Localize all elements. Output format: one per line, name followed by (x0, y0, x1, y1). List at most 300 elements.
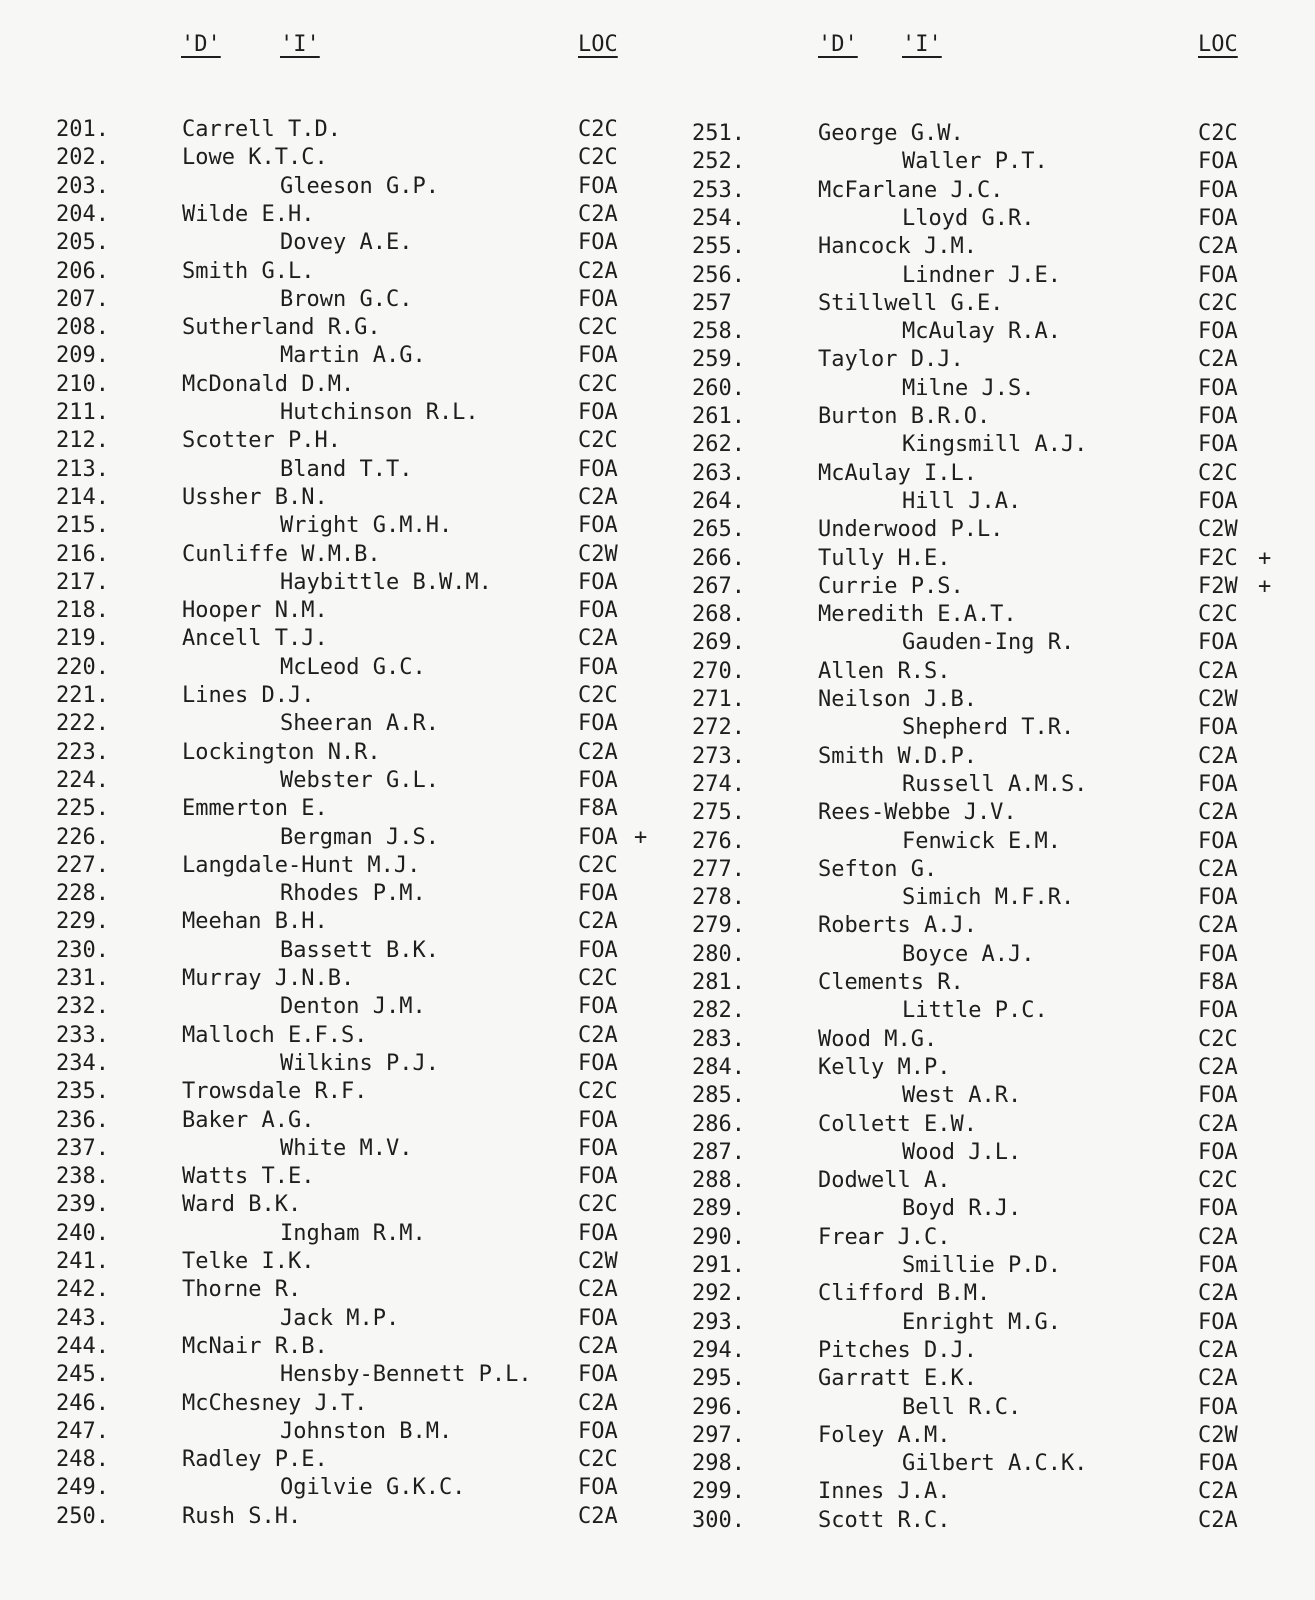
location-code: C2A (578, 1333, 618, 1359)
member-name: Hill J.A. (902, 488, 1022, 514)
location-code: C2C (1198, 460, 1238, 486)
location-code: FOA (1198, 1139, 1238, 1165)
member-name: Fenwick E.M. (902, 828, 1061, 854)
member-name: Innes J.A. (818, 1479, 951, 1505)
entry-number: 268. (692, 602, 745, 628)
entry-number: 203. (56, 173, 109, 199)
roster-row (56, 286, 656, 314)
roster-row (56, 993, 656, 1021)
location-code: C2C (578, 966, 618, 991)
roster-row (692, 403, 1292, 431)
entry-number: 211. (56, 400, 109, 425)
roster-row (692, 1195, 1292, 1223)
member-name: Bergman J.S. (280, 824, 439, 850)
entry-number: 237. (56, 1135, 109, 1161)
location-code: FOA (1198, 1394, 1238, 1420)
roster-row (56, 116, 656, 144)
entry-number: 292. (692, 1281, 745, 1307)
member-name: McNair R.B. (182, 1333, 328, 1359)
roster-row (692, 431, 1292, 459)
entry-number: 231. (56, 966, 109, 991)
location-code: F2W (1198, 573, 1238, 599)
member-name: Wilkins P.J. (280, 1050, 439, 1076)
entry-number: 264. (692, 488, 745, 514)
roster-row (56, 1305, 656, 1333)
member-name: Johnston B.M. (280, 1418, 453, 1444)
roster-row (56, 824, 656, 852)
location-code: FOA (578, 1220, 618, 1246)
roster-row (56, 1163, 656, 1191)
entry-number: 204. (56, 201, 109, 227)
entry-number: 238. (56, 1164, 109, 1190)
roster-row (56, 767, 656, 795)
location-code: FOA (578, 767, 618, 793)
roster-row (692, 1111, 1292, 1139)
member-name: Wilde E.H. (182, 201, 315, 227)
member-name: Smillie P.D. (902, 1253, 1061, 1278)
entry-number: 223. (56, 739, 109, 765)
roster-row (692, 771, 1292, 799)
plus-mark: + (1258, 573, 1272, 599)
entry-number: 289. (692, 1196, 745, 1222)
entry-number: 219. (56, 626, 109, 652)
location-code: C2C (1198, 121, 1238, 146)
location-code: F2C (1198, 545, 1238, 571)
location-code: FOA (1198, 404, 1238, 429)
location-code: C2A (578, 739, 618, 765)
member-name: McAulay I.L. (818, 460, 977, 486)
member-name: Scott R.C. (818, 1507, 951, 1533)
member-name: Bland T.T. (280, 456, 413, 482)
location-code: C2A (1198, 913, 1238, 939)
location-code: C2C (578, 428, 618, 454)
member-name: Haybittle B.W.M. (280, 569, 492, 595)
member-name: McDonald D.M. (182, 371, 355, 397)
roster-row (56, 314, 656, 342)
entry-number: 283. (692, 1026, 745, 1052)
roster-row (56, 456, 656, 484)
entry-number: 254. (692, 205, 745, 231)
member-name: McLeod G.C. (280, 654, 426, 680)
member-name: Hancock J.M. (818, 234, 977, 260)
entry-number: 248. (56, 1447, 109, 1473)
entry-number: 266. (692, 545, 745, 571)
entry-number: 274. (692, 771, 745, 797)
location-code: FOA (1198, 375, 1238, 401)
entry-number: 234. (56, 1050, 109, 1076)
member-name: Lockington N.R. (182, 739, 381, 765)
member-name: Rush S.H. (182, 1503, 302, 1529)
roster-row (56, 795, 656, 823)
entry-number: 278. (692, 885, 745, 911)
location-code: FOA (1198, 1196, 1238, 1222)
member-name: Sutherland R.G. (182, 315, 381, 341)
location-code: C2A (1198, 234, 1238, 260)
member-name: Brown G.C. (280, 286, 413, 312)
member-name: Sefton G. (818, 856, 938, 882)
entry-number: 257 (692, 290, 732, 316)
roster-row (692, 1252, 1292, 1280)
member-name: Bell R.C. (902, 1394, 1022, 1420)
entry-number: 265. (692, 517, 745, 543)
member-name: McChesney J.T. (182, 1390, 368, 1416)
member-name: Bassett B.K. (280, 937, 439, 963)
roster-row (56, 229, 656, 257)
location-code: C2W (1198, 687, 1238, 712)
entry-number: 217. (56, 569, 109, 595)
location-code: FOA (578, 513, 618, 539)
entry-number: 215. (56, 513, 109, 539)
roster-row (692, 233, 1292, 261)
location-code: C2A (578, 1022, 618, 1048)
header-d-left: 'D' (181, 32, 221, 57)
roster-row (692, 460, 1292, 488)
roster-row (692, 601, 1292, 629)
member-name: Garratt E.K. (818, 1366, 977, 1392)
entry-number: 240. (56, 1220, 109, 1246)
location-code: FOA (1198, 432, 1238, 458)
location-code: C2A (1198, 1366, 1238, 1392)
roster-row (56, 1050, 656, 1078)
member-name: Burton B.R.O. (818, 404, 991, 429)
roster-row (56, 399, 656, 427)
member-name: Clements R. (818, 970, 964, 995)
entry-number: 275. (692, 800, 745, 826)
entry-number: 247. (56, 1418, 109, 1444)
entry-number: 239. (56, 1192, 109, 1218)
entry-number: 210. (56, 371, 109, 397)
location-code: FOA (578, 400, 618, 425)
entry-number: 221. (56, 683, 109, 708)
entry-number: 207. (56, 286, 109, 312)
location-code: FOA (578, 286, 618, 312)
location-code: C2C (578, 145, 618, 171)
member-name: Russell A.M.S. (902, 771, 1088, 797)
location-code: C2A (1198, 1507, 1238, 1533)
entry-number: 259. (692, 347, 745, 373)
entry-number: 243. (56, 1305, 109, 1331)
entry-number: 285. (692, 1083, 745, 1109)
location-code: FOA (1198, 998, 1238, 1024)
roster-row (56, 541, 656, 569)
location-code: FOA (1198, 1083, 1238, 1109)
roster-row (56, 569, 656, 597)
roster-row (692, 1026, 1292, 1054)
location-code: FOA (578, 654, 618, 680)
member-name: Underwood P.L. (818, 517, 1004, 543)
roster-row (692, 120, 1292, 148)
entry-number: 228. (56, 881, 109, 907)
location-code: FOA (1198, 319, 1238, 345)
member-name: Langdale-Hunt M.J. (182, 852, 421, 878)
roster-row (692, 1507, 1292, 1535)
member-name: Hensby-Bennett P.L. (280, 1362, 532, 1388)
roster-row (692, 290, 1292, 318)
location-code: C2W (578, 1249, 618, 1274)
roster-row (56, 173, 656, 201)
entry-number: 235. (56, 1079, 109, 1105)
location-code: FOA (578, 1050, 618, 1076)
entry-number: 288. (692, 1168, 745, 1194)
location-code: FOA (578, 1362, 618, 1388)
roster-row (692, 262, 1292, 290)
roster-row (692, 545, 1292, 573)
entry-number: 297. (692, 1422, 745, 1448)
member-name: Pitches D.J. (818, 1337, 977, 1363)
member-name: Lowe K.T.C. (182, 145, 328, 171)
entry-number: 282. (692, 998, 745, 1024)
member-name: McAulay R.A. (902, 319, 1061, 345)
member-name: Ussher B.N. (182, 484, 328, 510)
location-code: F8A (1198, 970, 1238, 995)
member-name: Carrell T.D. (182, 117, 341, 142)
location-code: C2A (1198, 658, 1238, 684)
location-code: C2C (578, 371, 618, 397)
member-name: Radley P.E. (182, 1447, 328, 1473)
entry-number: 214. (56, 484, 109, 510)
roster-row (56, 201, 656, 229)
location-code: C2C (578, 1079, 618, 1105)
entry-number: 216. (56, 541, 109, 567)
roster-row (56, 1135, 656, 1163)
roster-row (56, 258, 656, 286)
entry-number: 201. (56, 117, 109, 142)
header-loc-right: LOC (1198, 32, 1238, 57)
location-code: FOA (578, 456, 618, 482)
entry-number: 226. (56, 824, 109, 850)
location-code: FOA (1198, 262, 1238, 288)
member-name: Dovey A.E. (280, 230, 413, 256)
roster-row (692, 1478, 1292, 1506)
roster-row (692, 1450, 1292, 1478)
member-name: Kelly M.P. (818, 1054, 951, 1080)
member-name: Ogilvie G.K.C. (280, 1475, 466, 1501)
location-code: C2A (1198, 347, 1238, 373)
roster-row (56, 625, 656, 653)
entry-number: 244. (56, 1333, 109, 1359)
roster-row (692, 1422, 1292, 1450)
entry-number: 267. (692, 573, 745, 599)
location-code: C2C (578, 852, 618, 878)
location-code: C2A (578, 258, 618, 284)
location-code: FOA (1198, 1309, 1238, 1335)
entry-number: 224. (56, 767, 109, 793)
roster-row (692, 912, 1292, 940)
member-name: Boyce A.J. (902, 941, 1035, 967)
member-name: Allen R.S. (818, 658, 951, 684)
entry-number: 286. (692, 1111, 745, 1137)
roster-row (692, 714, 1292, 742)
entry-number: 271. (692, 687, 745, 712)
member-name: Baker A.G. (182, 1107, 315, 1133)
location-code: C2C (578, 315, 618, 341)
roster-row (56, 597, 656, 625)
roster-row (56, 1474, 656, 1502)
location-code: FOA (578, 173, 618, 199)
roster-row (692, 743, 1292, 771)
location-code: C2C (1198, 602, 1238, 628)
member-name: Sheeran A.R. (280, 711, 439, 737)
member-name: Watts T.E. (182, 1164, 315, 1190)
entry-number: 262. (692, 432, 745, 458)
member-name: Scotter P.H. (182, 428, 341, 454)
roster-row (56, 1248, 656, 1276)
location-code: FOA (578, 343, 618, 369)
roster-row (692, 799, 1292, 827)
member-name: Dodwell A. (818, 1168, 951, 1194)
location-code: FOA (578, 881, 618, 907)
member-name: Hutchinson R.L. (280, 400, 479, 425)
member-name: Milne J.S. (902, 375, 1035, 401)
location-code: FOA (578, 569, 618, 595)
member-name: Kingsmill A.J. (902, 432, 1088, 458)
location-code: FOA (1198, 149, 1238, 175)
roster-row (56, 1276, 656, 1304)
location-code: C2A (578, 1277, 618, 1303)
header-loc-left: LOC (578, 32, 618, 57)
location-code: C2A (578, 1390, 618, 1416)
member-name: Emmerton E. (182, 796, 328, 822)
header-d-right: 'D' (818, 32, 858, 57)
entry-number: 222. (56, 711, 109, 737)
roster-row (692, 1224, 1292, 1252)
roster-row (56, 342, 656, 370)
member-name: White M.V. (280, 1135, 413, 1161)
location-code: C2C (578, 1192, 618, 1218)
roster-row (692, 516, 1292, 544)
entry-number: 280. (692, 941, 745, 967)
entry-number: 206. (56, 258, 109, 284)
location-code: C2A (1198, 1479, 1238, 1505)
member-name: Tully H.E. (818, 545, 951, 571)
entry-number: 255. (692, 234, 745, 260)
member-name: Shepherd T.R. (902, 715, 1075, 741)
entry-number: 242. (56, 1277, 109, 1303)
entry-number: 294. (692, 1337, 745, 1363)
entry-number: 225. (56, 796, 109, 822)
location-code: C2A (1198, 1054, 1238, 1080)
entry-number: 287. (692, 1139, 745, 1165)
member-name: Smith W.D.P. (818, 743, 977, 769)
entry-number: 263. (692, 460, 745, 486)
plus-mark: + (634, 824, 648, 850)
entry-number: 213. (56, 456, 109, 482)
entry-number: 277. (692, 856, 745, 882)
location-code: FOA (578, 598, 618, 624)
location-code: FOA (578, 994, 618, 1020)
member-name: Ingham R.M. (280, 1220, 426, 1246)
location-code: FOA (1198, 1451, 1238, 1477)
entry-number: 253. (692, 177, 745, 203)
member-name: Meredith E.A.T. (818, 602, 1017, 628)
entry-number: 269. (692, 630, 745, 656)
location-code: C2A (578, 909, 618, 935)
roster-row (692, 1167, 1292, 1195)
member-name: Ward B.K. (182, 1192, 302, 1218)
location-code: FOA (1198, 205, 1238, 231)
entry-number: 261. (692, 404, 745, 429)
header-i-left: 'I' (280, 32, 320, 57)
roster-row (692, 1365, 1292, 1393)
entry-number: 260. (692, 375, 745, 401)
roster-row (56, 965, 656, 993)
member-name: Stillwell G.E. (818, 290, 1004, 316)
member-name: Lindner J.E. (902, 262, 1061, 288)
roster-row (56, 880, 656, 908)
roster-row (692, 375, 1292, 403)
entry-number: 276. (692, 828, 745, 854)
roster-row (56, 1333, 656, 1361)
roster-row (56, 710, 656, 738)
location-code: C2C (1198, 1026, 1238, 1052)
member-name: Currie P.S. (818, 573, 964, 599)
member-name: Trowsdale R.F. (182, 1079, 368, 1105)
roster-row (692, 1054, 1292, 1082)
roster-row (56, 937, 656, 965)
roster-row (692, 686, 1292, 714)
member-name: Wood M.G. (818, 1026, 938, 1052)
roster-row (56, 512, 656, 540)
roster-row (56, 1022, 656, 1050)
entry-number: 298. (692, 1451, 745, 1477)
location-code: C2A (1198, 743, 1238, 769)
roster-row (692, 629, 1292, 657)
member-name: Foley A.M. (818, 1422, 951, 1448)
member-name: Rhodes P.M. (280, 881, 426, 907)
member-name: Lines D.J. (182, 683, 315, 708)
roster-row (692, 884, 1292, 912)
entry-number: 290. (692, 1224, 745, 1250)
entry-number: 232. (56, 994, 109, 1020)
location-code: FOA (578, 1418, 618, 1444)
member-name: Taylor D.J. (818, 347, 964, 373)
roster-row (56, 144, 656, 172)
entry-number: 249. (56, 1475, 109, 1501)
location-code: FOA (578, 824, 618, 850)
entry-number: 295. (692, 1366, 745, 1392)
entry-number: 208. (56, 315, 109, 341)
location-code: C2W (1198, 517, 1238, 543)
location-code: C2A (578, 484, 618, 510)
entry-number: 246. (56, 1390, 109, 1416)
location-code: C2C (578, 683, 618, 708)
member-name: Enright M.G. (902, 1309, 1061, 1335)
roster-row (692, 856, 1292, 884)
member-name: Lloyd G.R. (902, 205, 1035, 231)
location-code: C2A (1198, 1337, 1238, 1363)
member-name: Gauden-Ing R. (902, 630, 1075, 656)
roster-row (56, 908, 656, 936)
roster-row (692, 488, 1292, 516)
location-code: C2C (578, 1447, 618, 1473)
member-name: Hooper N.M. (182, 598, 328, 624)
location-code: FOA (578, 1135, 618, 1161)
roster-row (56, 427, 656, 455)
member-name: Frear J.C. (818, 1224, 951, 1250)
entry-number: 209. (56, 343, 109, 369)
member-name: Clifford B.M. (818, 1281, 991, 1307)
roster-row (692, 828, 1292, 856)
member-name: Martin A.G. (280, 343, 426, 369)
member-name: Malloch E.F.S. (182, 1022, 368, 1048)
roster-row (56, 1220, 656, 1248)
entry-number: 212. (56, 428, 109, 454)
location-code: C2A (1198, 1224, 1238, 1250)
entry-number: 281. (692, 970, 745, 995)
entry-number: 250. (56, 1503, 109, 1529)
entry-number: 270. (692, 658, 745, 684)
location-code: FOA (578, 1164, 618, 1190)
